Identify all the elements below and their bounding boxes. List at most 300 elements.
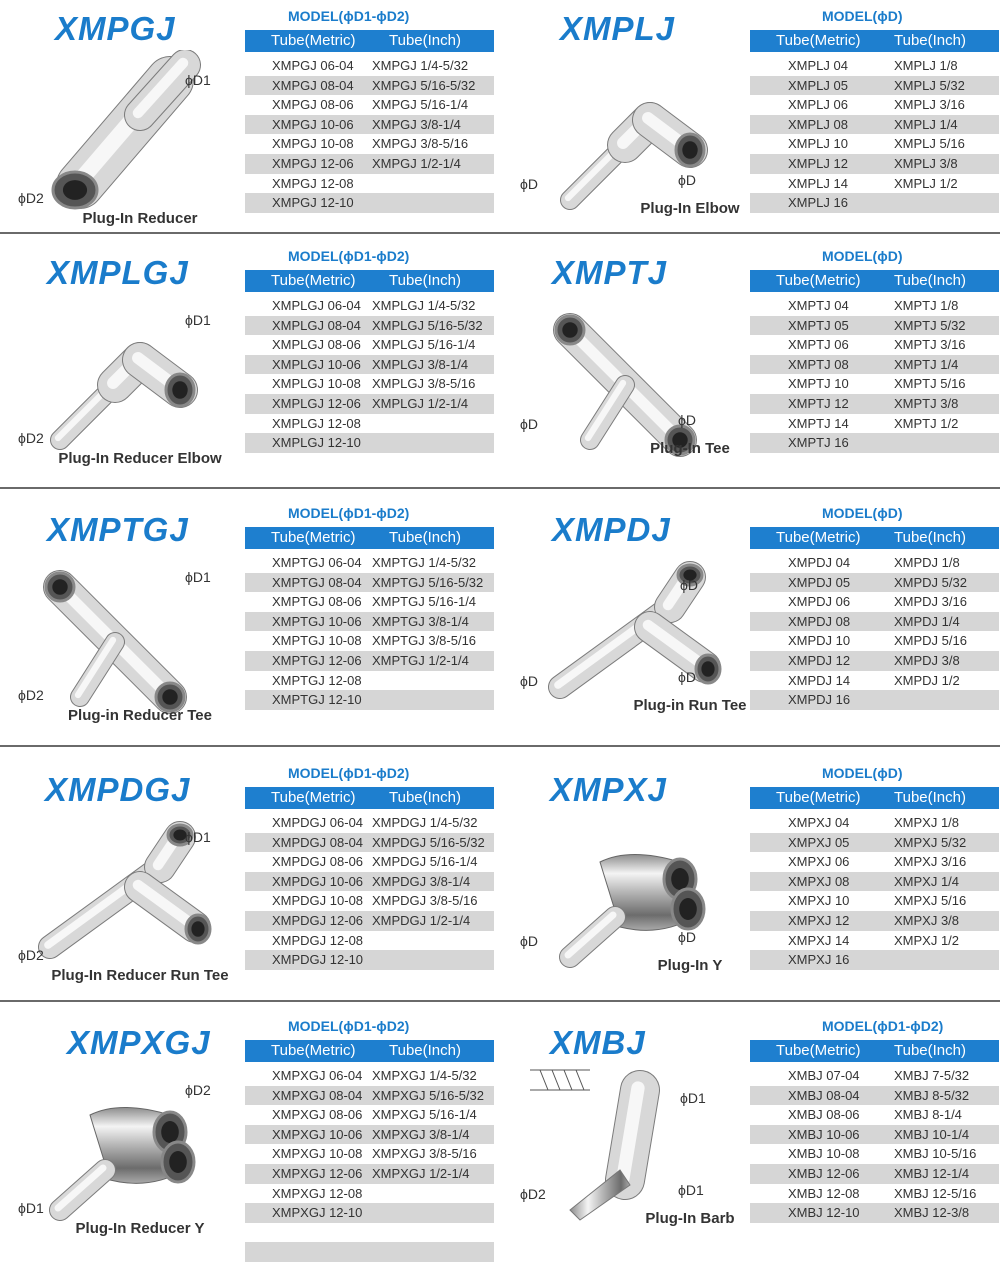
model-label: MODEL(ϕD)	[822, 505, 903, 521]
header-inch: Tube(Inch)	[894, 789, 966, 806]
table-row	[245, 1242, 494, 1262]
table-row	[750, 1144, 999, 1164]
section-divider	[0, 1000, 1000, 1002]
series-title: XMPTJ	[552, 254, 668, 291]
metric-cell: XMPXJ 16	[788, 952, 850, 968]
inch-cell: XMPXGJ 3/8-5/16	[372, 1146, 477, 1162]
header-metric: Tube(Metric)	[776, 272, 861, 289]
inch-cell: XMPLGJ 5/16-1/4	[372, 337, 476, 353]
header-metric: Tube(Metric)	[776, 1042, 861, 1059]
table-row	[245, 651, 494, 671]
table-row	[750, 1125, 999, 1145]
table-row	[750, 631, 999, 651]
metric-cell: XMPGJ 12-06	[272, 155, 354, 171]
table-row	[750, 612, 999, 632]
table-row	[245, 394, 494, 414]
table-row	[245, 95, 494, 115]
metric-cell: XMPGJ 08-04	[272, 77, 354, 93]
product-section	[0, 0, 1000, 232]
table-row	[245, 1164, 494, 1184]
right-product-cell	[500, 0, 1000, 232]
model-table	[245, 787, 494, 970]
table-row	[245, 193, 494, 213]
dimension-label: ϕD1	[680, 1090, 706, 1106]
series-title: XMPXJ	[550, 771, 667, 808]
table-row	[245, 573, 494, 593]
header-inch: Tube(Inch)	[894, 272, 966, 289]
right-product-cell	[500, 497, 1000, 749]
header-inch: Tube(Inch)	[894, 529, 966, 546]
table-row	[245, 335, 494, 355]
inch-cell: XMPTJ 5/16	[894, 376, 966, 392]
product-name: Plug-In Reducer Run Tee	[51, 967, 229, 984]
metric-cell: XMPDGJ 08-04	[272, 834, 364, 850]
table-header	[245, 270, 494, 292]
table-row	[245, 671, 494, 691]
metric-cell: XMPDJ 14	[788, 672, 851, 688]
table-row	[750, 833, 999, 853]
inch-cell: XMPTGJ 1/4-5/32	[372, 555, 477, 570]
model-label: MODEL(ϕD)	[822, 248, 903, 264]
table-row	[750, 592, 999, 612]
inch-cell: XMPXJ 3/16	[894, 854, 967, 870]
metric-cell: XMPDGJ 06-04	[272, 815, 364, 830]
inch-cell: XMPTJ 1/2	[894, 415, 959, 431]
table-row	[245, 833, 494, 853]
model-table	[750, 270, 999, 453]
inch-cell: XMPXJ 5/32	[894, 834, 967, 850]
table-row	[750, 433, 999, 453]
product-image	[530, 807, 730, 977]
table-row	[750, 296, 999, 316]
header-metric: Tube(Metric)	[271, 789, 356, 806]
inch-cell: XMBJ 12-5/16	[894, 1185, 977, 1201]
metric-cell: XMPTGJ 06-04	[272, 555, 362, 570]
metric-cell: XMPTGJ 08-06	[272, 594, 362, 610]
table-row	[245, 612, 494, 632]
table-row	[245, 316, 494, 336]
metric-cell: XMPTGJ 10-08	[272, 633, 362, 649]
metric-cell: XMPGJ 10-08	[272, 136, 354, 152]
model-label: MODEL(ϕD1-ϕD2)	[288, 765, 410, 781]
metric-cell: XMPDGJ 12-06	[272, 912, 364, 928]
table-header	[245, 527, 494, 549]
header-inch: Tube(Inch)	[894, 32, 966, 49]
header-metric: Tube(Metric)	[271, 32, 356, 49]
table-row	[750, 553, 999, 573]
metric-cell: XMPDGJ 12-08	[272, 932, 364, 948]
series-title: XMPGJ	[55, 10, 176, 47]
dimension-label: ϕD1	[185, 312, 211, 328]
table-row	[245, 433, 494, 453]
table-row	[245, 1223, 494, 1243]
product-section	[0, 240, 1000, 490]
product-name: Plug-In Reducer Y	[75, 1220, 205, 1237]
inch-cell: XMPLJ 3/16	[894, 97, 965, 113]
table-row	[245, 872, 494, 892]
metric-cell: XMPDGJ 12-10	[272, 952, 364, 968]
metric-cell: XMPLJ 16	[788, 195, 848, 211]
metric-cell: XMPLGJ 12-06	[272, 395, 361, 411]
metric-cell: XMPXJ 04	[788, 815, 850, 830]
dimension-label: ϕD	[678, 172, 696, 188]
table-row	[245, 1105, 494, 1125]
table-row	[245, 374, 494, 394]
table-row	[245, 631, 494, 651]
inch-cell: XMPXJ 1/2	[894, 932, 960, 948]
table-row	[750, 931, 999, 951]
model-label: MODEL(ϕD1-ϕD2)	[288, 505, 410, 521]
inch-cell: XMPLGJ 1/2-1/4	[372, 395, 469, 411]
model-label: MODEL(ϕD)	[822, 765, 903, 781]
metric-cell: XMPXJ 06	[788, 854, 850, 870]
table-row	[245, 1184, 494, 1204]
header-metric: Tube(Metric)	[776, 529, 861, 546]
inch-cell: XMPXJ 3/8	[894, 912, 960, 928]
metric-cell: XMBJ 10-06	[788, 1126, 860, 1142]
section-divider	[0, 745, 1000, 747]
table-row	[750, 1184, 999, 1204]
product-name: Plug-In Barb	[645, 1210, 735, 1227]
table-row	[245, 134, 494, 154]
table-row	[245, 553, 494, 573]
inch-cell: XMPLJ 1/2	[894, 175, 958, 191]
table-row	[750, 573, 999, 593]
metric-cell: XMPLGJ 12-10	[272, 435, 361, 451]
metric-cell: XMPLGJ 06-04	[272, 298, 361, 313]
table-row	[750, 95, 999, 115]
metric-cell: XMPXGJ 10-06	[272, 1126, 363, 1142]
inch-cell: XMPDGJ 1/2-1/4	[372, 912, 471, 928]
table-row	[245, 56, 494, 76]
table-header	[245, 787, 494, 809]
metric-cell: XMPXGJ 12-06	[272, 1165, 363, 1181]
inch-cell: XMPGJ 1/2-1/4	[372, 155, 461, 171]
table-row	[245, 355, 494, 375]
table-row	[245, 76, 494, 96]
series-title: XMPLGJ	[47, 254, 189, 291]
metric-cell: XMPXJ 12	[788, 912, 850, 928]
table-row	[245, 813, 494, 833]
product-name: Plug-In Reducer Elbow	[58, 450, 222, 467]
left-product-cell	[0, 497, 500, 749]
metric-cell: XMPDJ 10	[788, 633, 851, 649]
metric-cell: XMPGJ 08-06	[272, 97, 354, 113]
inch-cell: XMPLJ 1/8	[894, 58, 958, 73]
dimension-label: ϕD	[520, 933, 538, 949]
metric-cell: XMPLJ 05	[788, 77, 848, 93]
table-row	[750, 690, 999, 710]
metric-cell: XMPTJ 04	[788, 298, 849, 313]
table-row	[245, 931, 494, 951]
table-row	[245, 154, 494, 174]
table-row	[245, 891, 494, 911]
left-product-cell	[0, 1010, 500, 1276]
header-inch: Tube(Inch)	[389, 1042, 461, 1059]
inch-cell: XMPXGJ 3/8-1/4	[372, 1126, 470, 1142]
inch-cell: XMPDJ 5/16	[894, 633, 967, 649]
right-product-cell	[500, 757, 1000, 1001]
metric-cell: XMPDGJ 10-06	[272, 873, 364, 889]
metric-cell: XMPXGJ 12-08	[272, 1185, 363, 1201]
metric-cell: XMPGJ 12-08	[272, 175, 354, 191]
inch-cell: XMPTJ 3/16	[894, 337, 966, 353]
inch-cell: XMPGJ 5/16-1/4	[372, 97, 469, 113]
dimension-label: ϕD1	[185, 829, 211, 845]
metric-cell: XMPLJ 04	[788, 58, 848, 73]
table-row	[750, 1086, 999, 1106]
left-product-cell	[0, 240, 500, 490]
table-header	[750, 1040, 999, 1062]
metric-cell: XMPLJ 12	[788, 155, 848, 171]
table-row	[245, 115, 494, 135]
metric-cell: XMPTGJ 12-10	[272, 692, 362, 708]
metric-cell: XMBJ 12-10	[788, 1205, 860, 1221]
metric-cell: XMPTGJ 08-04	[272, 574, 362, 590]
model-label: MODEL(ϕD1-ϕD2)	[288, 8, 410, 24]
table-header	[750, 527, 999, 549]
product-name: Plug-in Run Tee	[633, 697, 747, 714]
model-label: MODEL(ϕD1-ϕD2)	[822, 1018, 944, 1034]
metric-cell: XMPLGJ 10-08	[272, 376, 361, 392]
table-row	[750, 76, 999, 96]
inch-cell: XMPDGJ 1/4-5/32	[372, 815, 478, 830]
inch-cell: XMPDGJ 3/8-1/4	[372, 873, 471, 889]
inch-cell: XMPTJ 1/4	[894, 356, 959, 372]
table-header	[750, 270, 999, 292]
metric-cell: XMPDGJ 10-08	[272, 893, 364, 909]
model-label: MODEL(ϕD)	[822, 8, 903, 24]
right-product-cell	[500, 240, 1000, 490]
metric-cell: XMPXGJ 10-08	[272, 1146, 363, 1162]
table-row	[750, 1066, 999, 1086]
product-name: Plug-In Elbow	[640, 200, 740, 217]
metric-cell: XMPGJ 06-04	[272, 58, 354, 73]
product-name: Plug-In Y	[657, 957, 723, 974]
dimension-label: ϕD2	[18, 430, 44, 446]
inch-cell: XMPDJ 1/4	[894, 613, 960, 629]
table-row	[750, 154, 999, 174]
dimension-label: ϕD2	[18, 947, 44, 963]
inch-cell: XMPDJ 5/32	[894, 574, 967, 590]
inch-cell: XMPTGJ 3/8-1/4	[372, 613, 469, 629]
dimension-label: ϕD2	[18, 687, 44, 703]
metric-cell: XMBJ 07-04	[788, 1068, 860, 1083]
header-inch: Tube(Inch)	[389, 529, 461, 546]
inch-cell: XMPDJ 3/8	[894, 652, 960, 668]
table-row	[245, 911, 494, 931]
table-row	[750, 355, 999, 375]
inch-cell: XMPGJ 5/16-5/32	[372, 77, 476, 93]
inch-cell: XMBJ 10-5/16	[894, 1146, 977, 1162]
table-row	[750, 1105, 999, 1125]
metric-cell: XMPTJ 12	[788, 395, 849, 411]
metric-cell: XMPTGJ 12-06	[272, 652, 362, 668]
header-inch: Tube(Inch)	[389, 32, 461, 49]
product-name: Plug-In Reducer	[82, 210, 198, 227]
table-row	[750, 374, 999, 394]
model-label: MODEL(ϕD1-ϕD2)	[288, 1018, 410, 1034]
metric-cell: XMPLJ 06	[788, 97, 848, 113]
model-table	[750, 527, 999, 710]
dimension-label: ϕD	[520, 673, 538, 689]
table-row	[750, 1203, 999, 1223]
header-inch: Tube(Inch)	[389, 789, 461, 806]
table-row	[750, 813, 999, 833]
table-header	[245, 1040, 494, 1062]
header-metric: Tube(Metric)	[776, 32, 861, 49]
dimension-label: ϕD2	[520, 1186, 546, 1202]
metric-cell: XMPTJ 05	[788, 317, 849, 333]
product-image	[530, 290, 730, 460]
header-metric: Tube(Metric)	[271, 272, 356, 289]
table-row	[750, 193, 999, 213]
inch-cell: XMPGJ 3/8-1/4	[372, 116, 461, 132]
dimension-label: ϕD1	[18, 1200, 44, 1216]
table-row	[750, 651, 999, 671]
series-title: XMPLJ	[560, 10, 676, 47]
inch-cell: XMBJ 10-1/4	[894, 1126, 970, 1142]
model-table	[245, 270, 494, 453]
inch-cell: XMPTJ 1/8	[894, 298, 959, 313]
metric-cell: XMPXGJ 12-10	[272, 1205, 363, 1221]
product-image	[530, 1060, 730, 1230]
table-header	[245, 30, 494, 52]
inch-cell: XMPTGJ 5/16-1/4	[372, 594, 477, 610]
metric-cell: XMPLGJ 08-04	[272, 317, 361, 333]
inch-cell: XMPDJ 3/16	[894, 594, 967, 610]
inch-cell: XMPDGJ 5/16-1/4	[372, 854, 478, 870]
metric-cell: XMPLGJ 12-08	[272, 415, 361, 431]
dimension-label: ϕD	[680, 577, 698, 593]
dimension-label: ϕD	[520, 416, 538, 432]
metric-cell: XMBJ 08-04	[788, 1087, 860, 1103]
header-metric: Tube(Metric)	[271, 1042, 356, 1059]
header-metric: Tube(Metric)	[271, 529, 356, 546]
metric-cell: XMPDGJ 08-06	[272, 854, 364, 870]
metric-cell: XMPXJ 08	[788, 873, 850, 889]
dimension-label: ϕD	[678, 929, 696, 945]
series-title: XMPDGJ	[45, 771, 191, 808]
inch-cell: XMPTGJ 5/16-5/32	[372, 574, 484, 590]
metric-cell: XMPDJ 05	[788, 574, 851, 590]
dimension-label: ϕD2	[185, 1082, 211, 1098]
inch-cell: XMPLJ 1/4	[894, 116, 958, 132]
metric-cell: XMPTJ 10	[788, 376, 849, 392]
series-title: XMBJ	[550, 1024, 646, 1061]
inch-cell: XMPLJ 5/16	[894, 136, 965, 152]
model-table	[245, 1040, 494, 1262]
inch-cell: XMPTGJ 3/8-5/16	[372, 633, 477, 649]
table-header	[750, 787, 999, 809]
table-row	[750, 911, 999, 931]
metric-cell: XMPXJ 14	[788, 932, 850, 948]
inch-cell: XMPLJ 5/32	[894, 77, 965, 93]
product-section	[0, 497, 1000, 749]
metric-cell: XMPXJ 10	[788, 893, 850, 909]
metric-cell: XMPTJ 08	[788, 356, 849, 372]
inch-cell: XMPDGJ 5/16-5/32	[372, 834, 485, 850]
inch-cell: XMPGJ 1/4-5/32	[372, 58, 469, 73]
table-row	[750, 335, 999, 355]
table-row	[245, 1125, 494, 1145]
table-row	[750, 134, 999, 154]
metric-cell: XMBJ 10-08	[788, 1146, 860, 1162]
model-table	[750, 1040, 999, 1223]
metric-cell: XMPTGJ 12-08	[272, 672, 362, 688]
product-section	[0, 757, 1000, 1001]
metric-cell: XMPLJ 08	[788, 116, 848, 132]
metric-cell: XMPTJ 14	[788, 415, 849, 431]
table-header	[750, 30, 999, 52]
dimension-label: ϕD1	[678, 1182, 704, 1198]
table-row	[245, 950, 494, 970]
table-row	[245, 1066, 494, 1086]
metric-cell: XMBJ 12-08	[788, 1185, 860, 1201]
table-row	[750, 115, 999, 135]
metric-cell: XMPLGJ 08-06	[272, 337, 361, 353]
header-metric: Tube(Metric)	[776, 789, 861, 806]
dimension-label: ϕD1	[185, 569, 211, 585]
metric-cell: XMPGJ 10-06	[272, 116, 354, 132]
dimension-label: ϕD	[678, 412, 696, 428]
inch-cell: XMBJ 8-5/32	[894, 1087, 970, 1103]
inch-cell: XMPXGJ 5/16-1/4	[372, 1107, 477, 1123]
series-title: XMPXGJ	[67, 1024, 211, 1061]
metric-cell: XMBJ 12-06	[788, 1165, 860, 1181]
inch-cell: XMPXGJ 5/16-5/32	[372, 1087, 484, 1103]
inch-cell: XMPLJ 3/8	[894, 155, 958, 171]
inch-cell: XMPTJ 3/8	[894, 395, 959, 411]
inch-cell: XMPXJ 5/16	[894, 893, 967, 909]
table-row	[750, 56, 999, 76]
inch-cell: XMBJ 7-5/32	[894, 1068, 970, 1083]
metric-cell: XMPLGJ 10-06	[272, 356, 361, 372]
table-row	[245, 296, 494, 316]
metric-cell: XMPXGJ 08-06	[272, 1107, 363, 1123]
dimension-label: ϕD	[520, 176, 538, 192]
table-row	[750, 174, 999, 194]
product-name: Plug-In Tee	[650, 440, 730, 457]
metric-cell: XMPTJ 06	[788, 337, 849, 353]
header-inch: Tube(Inch)	[389, 272, 461, 289]
dimension-label: ϕD1	[185, 72, 211, 88]
inch-cell: XMPXJ 1/4	[894, 873, 960, 889]
table-row	[750, 394, 999, 414]
metric-cell: XMPGJ 12-10	[272, 195, 354, 211]
inch-cell: XMPGJ 3/8-5/16	[372, 136, 469, 152]
inch-cell: XMBJ 8-1/4	[894, 1107, 962, 1123]
dimension-label: ϕD2	[18, 190, 44, 206]
metric-cell: XMPDJ 08	[788, 613, 851, 629]
metric-cell: XMPLJ 14	[788, 175, 848, 191]
metric-cell: XMPXGJ 08-04	[272, 1087, 363, 1103]
inch-cell: XMBJ 12-1/4	[894, 1165, 970, 1181]
inch-cell: XMPXGJ 1/2-1/4	[372, 1165, 470, 1181]
right-product-cell	[500, 1010, 1000, 1276]
metric-cell: XMPXJ 05	[788, 834, 850, 850]
inch-cell: XMPLGJ 5/16-5/32	[372, 317, 483, 333]
metric-cell: XMPLJ 10	[788, 136, 848, 152]
table-row	[750, 671, 999, 691]
table-row	[750, 852, 999, 872]
inch-cell: XMPXJ 1/8	[894, 815, 960, 830]
model-label: MODEL(ϕD1-ϕD2)	[288, 248, 410, 264]
metric-cell: XMPTJ 16	[788, 435, 849, 451]
metric-cell: XMPXGJ 06-04	[272, 1068, 363, 1083]
inch-cell: XMPLGJ 1/4-5/32	[372, 298, 476, 313]
product-section	[0, 1010, 1000, 1276]
